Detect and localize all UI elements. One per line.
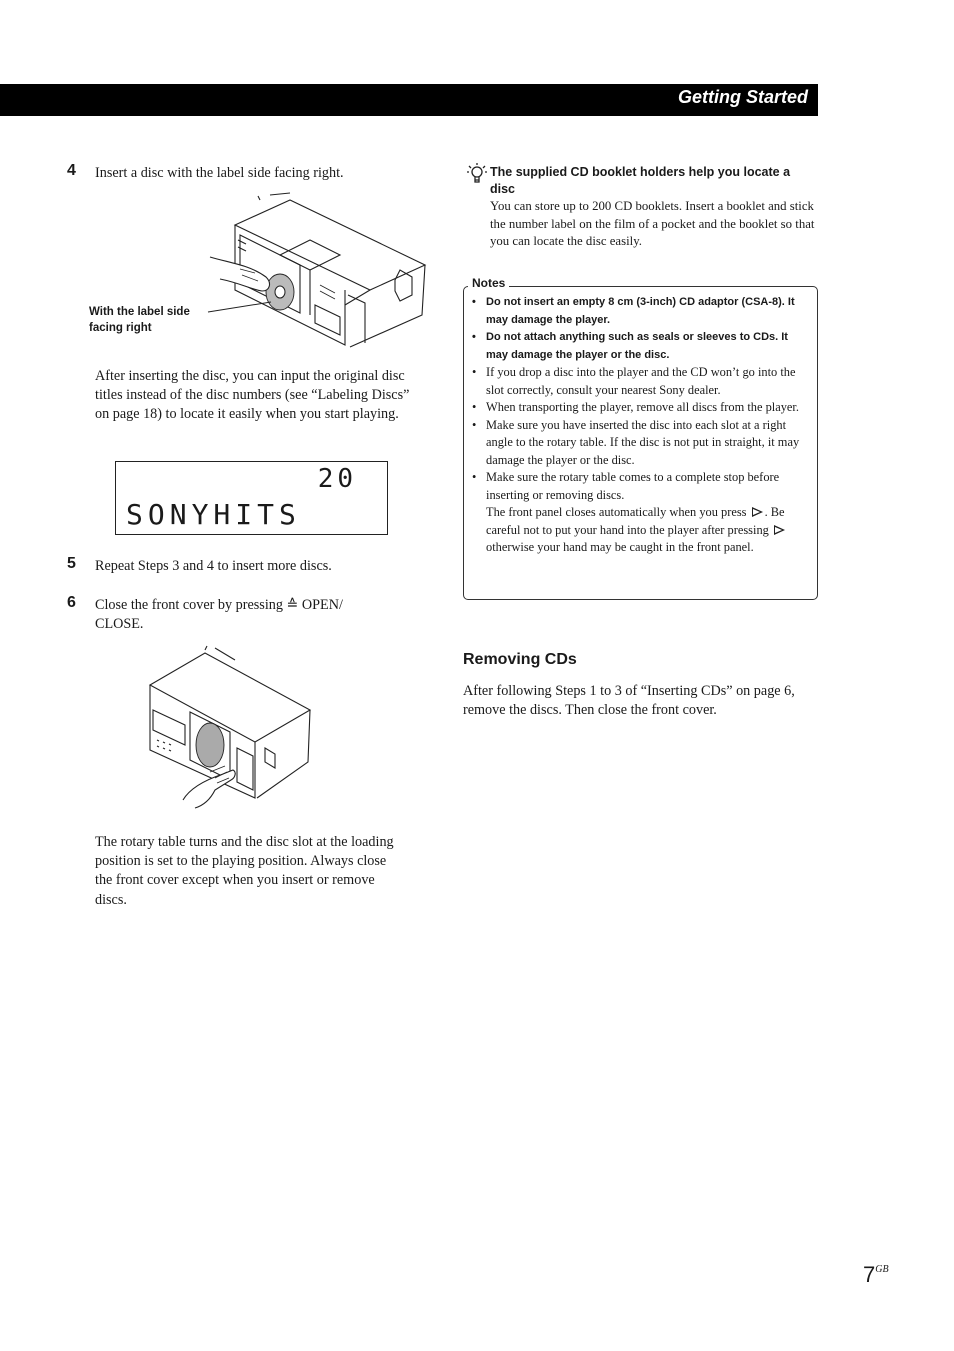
removing-cds-heading: Removing CDs [463,651,577,668]
note-item: • Do not insert an empty 8 cm (3-inch) CD adaptor (CSA-8). It may damage the player. [472,294,808,329]
section-header-bar [0,84,818,116]
removing-cds-text: After following Steps 1 to 3 of “Inserting CDs” on page 6, remove the discs. Then close the front cover. [463,683,795,719]
step-number-6: 6 [67,594,76,611]
step-number-5: 5 [67,555,76,572]
notes-label: Notes [468,276,509,290]
section-title: Getting Started [677,87,808,107]
step-6-text: Close the front cover by pressing ≙ OPEN/ CLOSE. [95,597,343,633]
lcd-disc-title: SONYHITS [126,498,301,531]
lcd-display [115,461,388,535]
note-extra-part-1: The front panel closes automatically when you press [486,505,747,519]
cd-changer-close-illustration [145,650,335,815]
note-item: • If you drop a disc into the player and the CD won’t go into the slot correctly, consult your nearest Sony dealer. [472,364,808,399]
after-insert-paragraph: After inserting the disc, you can input the original disc titles instead of the disc numbers (see “Labeling Discs” on page 18) to locate it easily when you start playing. [95,368,410,423]
cd-changer-insert-illustration [200,195,425,350]
note-item: • Do not attach anything such as seals or sleeves to CDs. It may damage the player or the disc. [472,329,808,364]
page-number [863,1262,889,1288]
note-item: • When transporting the player, remove all discs from the player. [472,399,808,417]
page-number-suffix: GB [875,1264,889,1275]
note-extra-part-2: . Be careful not to put your hand into the player after pressing [486,505,785,537]
tip-title: The supplied CD booklet holders help you locate a disc [490,165,791,196]
caption-leader-line [205,300,275,315]
step-5-text: Repeat Steps 3 and 4 to insert more discs. [95,558,332,574]
play-icon [774,525,785,535]
page-number-value: 7 [863,1262,876,1287]
note-item-extra [486,504,808,557]
rotary-table-paragraph: The rotary table turns and the disc slot at the loading position is set to the playing position. Always close the front cover except when you insert or remove discs. [95,834,394,908]
lightbulb-icon [466,162,488,186]
notes-list [472,294,808,557]
step-number-4: 4 [67,162,76,179]
tip-body: You can store up to 200 CD booklets. Insert a booklet and stick the number label on the film of a pocket and the booklet so that you can locate the disc easily. [490,199,815,249]
note-extra-part-3: otherwise your hand may be caught in the front panel. [486,540,754,554]
note-item [472,469,808,557]
lcd-disc-number: 20 [317,464,357,494]
note-item: • Make sure you have inserted the disc into each slot at a right angle to the rotary table. If the disc is not put in straight, it may damage the player or the disc. [472,417,808,470]
figure-caption: With the label side facing right [89,306,190,334]
step-4-text: Insert a disc with the label side facing right. [95,165,344,181]
note-item-text: Make sure the rotary table comes to a complete stop before inserting or removing discs. [486,470,780,502]
play-icon [752,507,763,517]
